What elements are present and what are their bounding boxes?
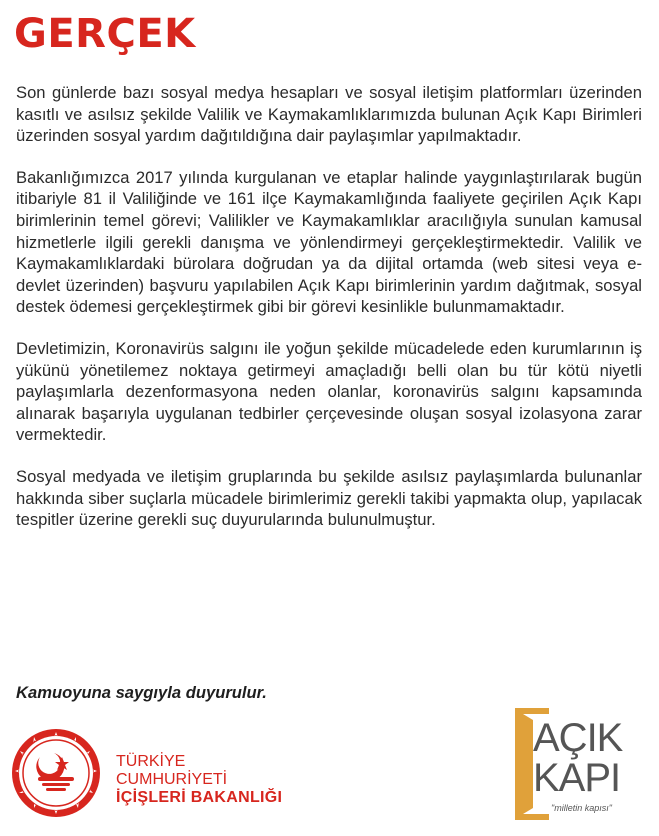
acik-word: AÇIK (533, 716, 623, 760)
ministry-name (116, 753, 290, 807)
page-title: GERÇEK (14, 11, 196, 57)
ministry-name-line2: İÇİŞLERİ BAKANLIĞI (116, 789, 283, 806)
acik-kapi-tagline: "milletin kapısı" (551, 803, 612, 813)
paragraph-4: Sosyal medyada ve iletişim gruplarında bu şekilde asılsız paylaşımlarda bulunanlar hakkında siber suçlarla mücadele birimlerimiz gerekli takibi yapmakta olup, yapılacak tespitler üzerine gerekli suç duyurularında bulunulmuştur. (16, 466, 642, 530)
paragraph-1: Son günlerde bazı sosyal medya hesapları ve sosyal iletişim platformları üzerinden kasıtlı ve asılsız şekilde Valilik ve Kaymakamlıklarımızda bulunan Açık Kapı Birimleri üzerinden sosyal yardım dağıtıldığına dair paylaşımlar yapılmaktadır. (16, 83, 642, 146)
closing-line: Kamuoyuna saygıyla duyurulur. (16, 683, 267, 702)
statement-body (16, 82, 642, 551)
paragraph-3: Devletimizin, Koronavirüs salgını ile yoğun şekilde mücadelede eden kurumlarının iş yükünü yönetilemez noktaya getirmeyi amaçladığı belli olan bu tür kötü niyetli paylaşımlarla dezenformasyona neden olanlar, koronavirüs salgını kapsamında alınarak başarıyla uygulanan tedbirler çerçevesinde oluşan sosyal izolasyona zarar vermektedir. (16, 338, 642, 445)
acik-kapi-logo (515, 708, 641, 820)
ministry-seal-icon (10, 727, 102, 819)
ministry-logo (10, 727, 290, 822)
ministry-name-line1: TÜRKİYE CUMHURİYETİ (116, 753, 228, 788)
kapi-word: KAPI (533, 756, 621, 800)
paragraph-2: Bakanlığımızca 2017 yılında kurgulanan ve etaplar halinde yaygınlaştırılarak bugün itibariyle 81 il Valiliğinde ve 161 ilçe Kaymakamlığında faaliyete geçirilen Açık Kapı birimlerinin temel görevi; Valilikler ve Kaymakamlıklar aracılığıyla sunulan kamusal hizmetlerle ilgili gerekli danışma ve yönlendirmeyi gerçekleştirmektedir. Valilik ve Kaymakamlıklardaki bürolara doğrudan ya da dijital ortamda (web sitesi veya e-devlet üzerinden) başvuru yapılabilen Açık Kapı birimlerinin yardım dağıtmak, sosyal destek ödemesi gerçekleştirmek gibi bir görevi kesinlikle bulunmamaktadır. (16, 167, 642, 317)
